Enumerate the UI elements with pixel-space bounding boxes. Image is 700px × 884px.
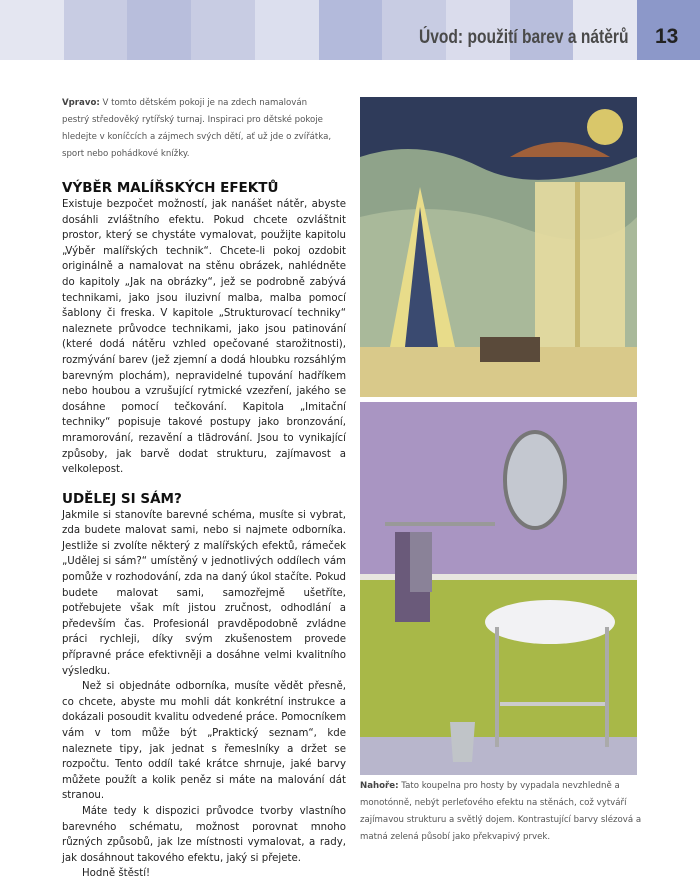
section-heading: UDĚLEJ SI SÁM?	[62, 490, 182, 507]
caption-text: Tato koupelna pro hosty by vypadala nevzhledně a monotónně, nebýt perleťového efektu na stěnách, což vytváří zajímavou strukturu a světlý dojem. Kontrastující barvy slézová a matná zelená působí jako překvapivý prvek.	[360, 781, 642, 842]
header-stripe	[0, 0, 64, 60]
paragraph: Hodně štěstí!	[82, 868, 151, 880]
caption-bottom	[360, 778, 645, 846]
caption-label: Nahoře:	[360, 781, 399, 791]
header-stripe	[127, 0, 191, 60]
paragraph: Existuje bezpočet možností, jak nanášet nátěr, abyste dosáhli zvláštního efektu. Pokud chcete ozvláštnit prostor, který se chystáte vymalovat, použijte kapitolu „Výběr malířských technik“. Chcete-li pokoj ozdobit originálně a namalovat na stěnu obrázek, nahlédněte do kapitoly „Jak na obrázky“, jež se podrobně zabývá technikami, jako jsou iluzivní malba, malba pomocí šablony či freska. V kapitole „Strukturovací techniky“ naleznete průvodce technikami, jako jsou patinování (které dodá nátěru vzhled opečované starožitnosti), rozmývání barev (jež zjemní a dodá hloubku rozsáhlým barevným plochám), nepravidelné tupování hadříkem nebo houbou a vzrušující rytmické vzezření, jakého se dosáhne pomocí tečkování. Kapitola „Imitační techniky“ popisuje takové postupy jako bronzování, mramorování, rezavění a tlădrování. Jsou to vynikající způsoby, jak barvě dodat strukturu, zajímavost a velkolepost.	[62, 199, 346, 476]
section-heading: VÝBĚR MALÍŘSKÝCH EFEKTŮ	[62, 180, 279, 196]
chapter-title: Úvod: použití barev a nátěrů	[418, 27, 628, 48]
photo-bathroom	[360, 402, 637, 775]
main-text	[62, 180, 346, 882]
header-stripe	[255, 0, 319, 60]
paragraph: Než si objednáte odborníka, musíte vědět přesně, co chcete, abyste mu mohli dát konkrétní instrukce a dokázali posoudit kvalitu odvedené práce. Pomocníkem vám v tom může být „Praktický seznam“, kde naleznete tipy, jak jednat s řemeslníky a držet se rozpočtu. Tento oddíl také krátce shrnuje, jaké barvy můžete použít a kolik peněz si máte na malování dát stranou.	[62, 681, 346, 802]
page-number: 13	[655, 25, 679, 48]
page-number-box	[637, 0, 700, 60]
caption-label: Vpravo:	[62, 98, 100, 108]
caption-top	[62, 95, 332, 163]
caption-text: V tomto dětském pokoji je na zdech namalován pestrý středověký rytířský turnaj. Inspiraci pro dětské pokoje hledejte v koníčcích a zájmech svých dětí, ať už jde o zvířátka, sport nebo pohádkové knížky.	[62, 98, 332, 159]
header-stripe	[319, 0, 383, 60]
photo-childrens-room	[360, 97, 637, 397]
header-stripe	[64, 0, 128, 60]
paragraph: Máte tedy k dispozici průvodce tvorby vlastního barevného schématu, možnost porovnat mnoho různých způsobů, jak lze místnosti vymalovat, a rady, jak dosáhnout takového efektu, jaký si přejete.	[62, 805, 346, 864]
header-stripe	[191, 0, 255, 60]
paragraph: Jakmile si stanovíte barevné schéma, musíte si vybrat, zda budete malovat sami, nebo si najmete odborníka. Jestliže si zvolíte některý z malířských efektů, rámeček „Udělej si sám?“ umístěný v jednotlivých oddílech vám pomůže v rozhodování, zda na daný úkol stačíte. Pokud budete malovat sami, samozřejmě ušetříte, potřebujete však mít jistou zručnost, odhodlání a především čas. Profesionál pravděpodobně zvládne práci rychleji, díky svým zkušenostem provede přípravné práce efektivněji a dosáhne velmi kvalitního výsledku.	[62, 509, 346, 677]
